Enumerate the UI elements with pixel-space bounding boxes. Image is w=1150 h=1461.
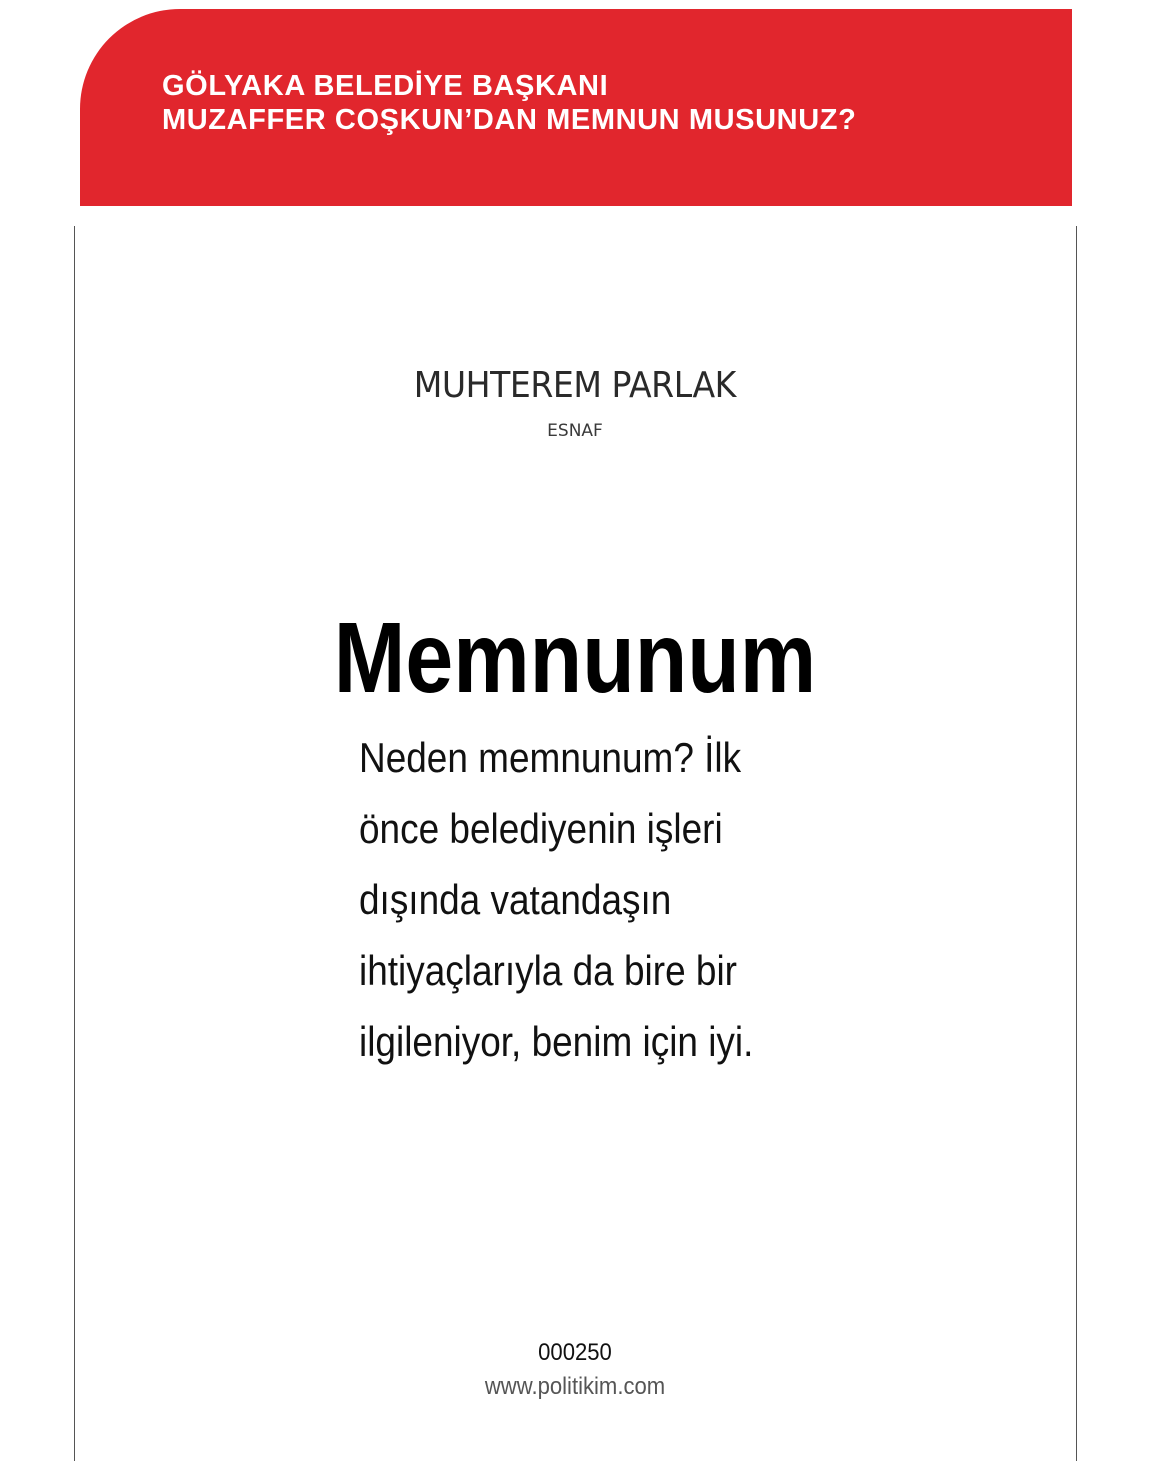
reason-line: dışında vatandaşın (359, 876, 672, 923)
header-banner (80, 9, 1072, 206)
person-name: MUHTEREM PARLAK (413, 365, 736, 406)
left-frame-divider (74, 226, 75, 1461)
reason-line: Neden memnunum? İlk (359, 734, 742, 781)
person-role: ESNAF (547, 421, 603, 441)
reason-line: ilgileniyor, benim için iyi. (359, 1018, 754, 1065)
header-title-line-2: MUZAFFER COŞKUN’DAN MEMNUN MUSUNUZ? (162, 104, 857, 136)
right-frame-divider (1076, 226, 1077, 1461)
reason-text (359, 722, 839, 1077)
reason-line: ihtiyaçlarıyla da bire bir (359, 947, 737, 994)
site-url: www.politikim.com (484, 1373, 666, 1400)
record-id: 000250 (538, 1339, 612, 1366)
reason-line: önce belediyenin işleri (359, 805, 723, 852)
header-title-line-1: GÖLYAKA BELEDİYE BAŞKANI (162, 70, 609, 102)
verdict-heading: Memnunum (333, 602, 817, 714)
